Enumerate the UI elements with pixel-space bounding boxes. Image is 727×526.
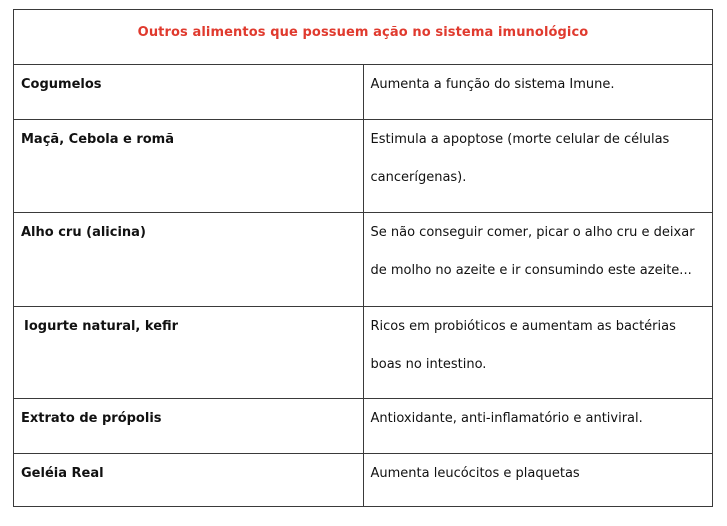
- food-description: Estimula a apoptose (morte celular de células cancerígenas).: [370, 132, 670, 185]
- food-description-cell: [363, 307, 713, 399]
- food-name-cell: [14, 120, 364, 213]
- food-description-cell: [363, 120, 713, 213]
- table-row: [14, 120, 713, 213]
- food-name: Geléia Real: [21, 466, 104, 481]
- immune-foods-table: [13, 9, 713, 507]
- food-name: Extrato de própolis: [21, 411, 162, 426]
- table-row: [14, 213, 713, 307]
- table-row: [14, 307, 713, 399]
- food-name: Cogumelos: [21, 77, 102, 92]
- food-description: Ricos em probióticos e aumentam as bactérias boas no intestino.: [370, 319, 676, 372]
- food-description: Aumenta a função do sistema Imune.: [370, 77, 615, 92]
- food-name-cell: [14, 307, 364, 399]
- table-row: [14, 454, 713, 507]
- food-description-cell: [363, 454, 713, 507]
- food-name: Alho cru (alicina): [21, 225, 146, 240]
- food-name: Maçã, Cebola e romã: [21, 132, 175, 147]
- food-name: Iogurte natural, kefir: [24, 319, 179, 334]
- table-title: Outros alimentos que possuem ação no sistema imunológico: [137, 25, 589, 40]
- food-name-cell: [14, 454, 364, 507]
- food-description: Antioxidante, anti-inflamatório e antiviral.: [370, 411, 643, 426]
- food-description: Aumenta leucócitos e plaquetas: [370, 466, 580, 481]
- food-name-cell: [14, 213, 364, 307]
- food-description: Se não conseguir comer, picar o alho cru e deixar de molho no azeite e ir consumindo este azeite...: [370, 225, 695, 278]
- food-description-cell: [363, 213, 713, 307]
